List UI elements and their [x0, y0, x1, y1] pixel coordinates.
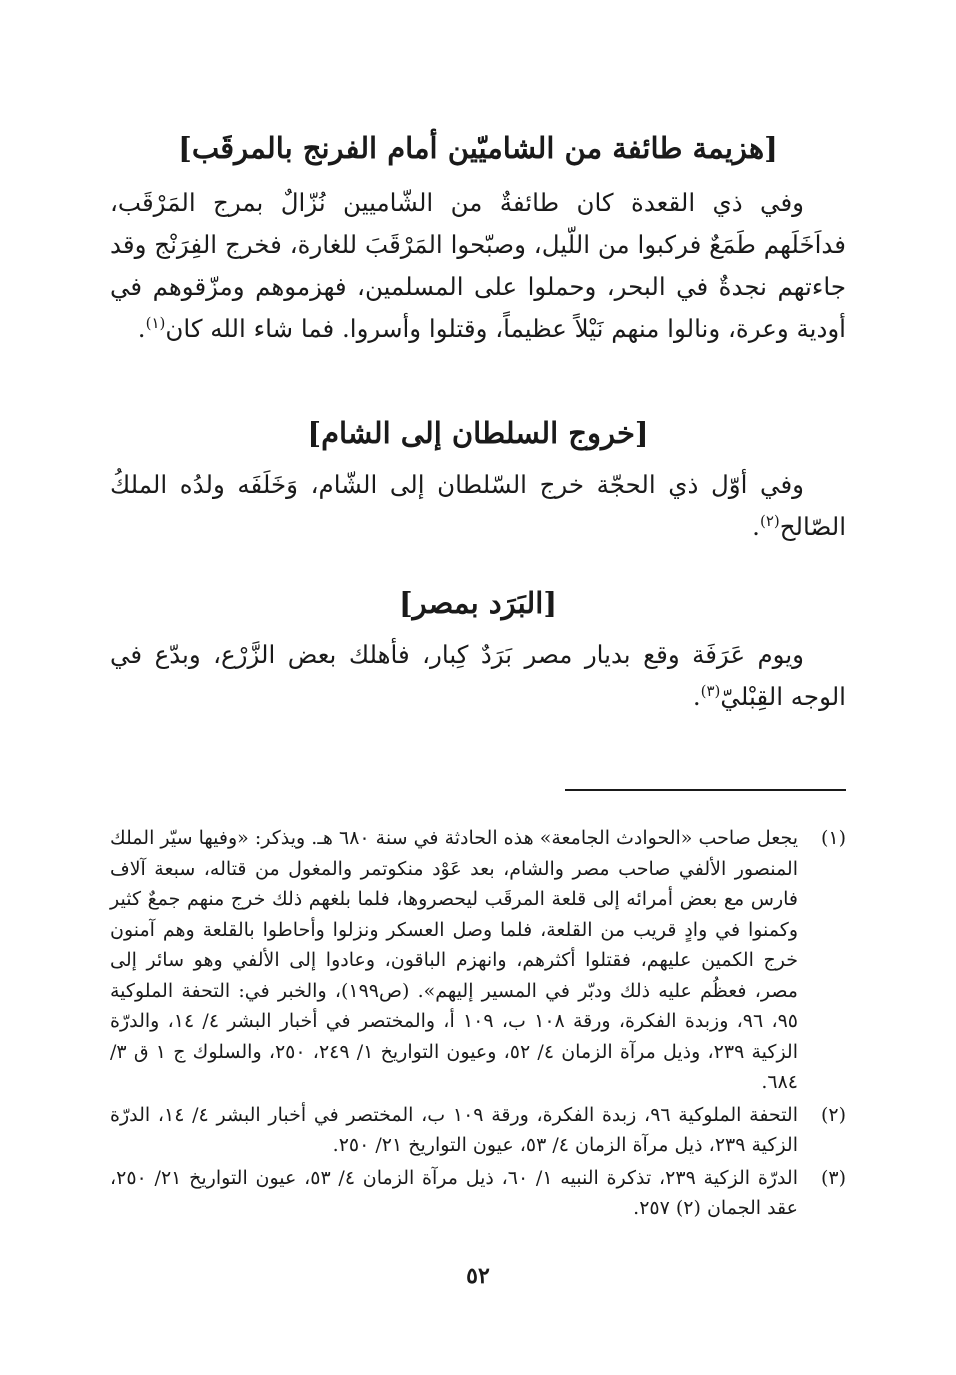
section-end: . — [137, 314, 146, 343]
footnotes-list — [110, 823, 846, 1226]
section-heading-sultan-departure: [خروج السلطان إلى الشام] — [307, 416, 649, 450]
footnote-divider — [565, 789, 846, 791]
footnote-item — [110, 1163, 846, 1224]
footnote-number: (٢) — [820, 1103, 846, 1126]
footnote-text: يجعل صاحب «الحوادث الجامعة» هذه الحادثة في سنة ٦٨٠ هـ. ويذكر: «وفيها سيّر الملك المنصور الألفي صاحب مصر والشام، بعد عَوْد منكوتمر والمغول من قتاله، سبعة آلاف فارس مع بعض أمرائه إلى قلعة المرقَب ليحصروها، فلما بلغهم ذلك خرج منهم جمعٌ كثير وكمنوا في وادٍ قريب من القلعة، فلما وصل العسكر ونزلوا وأحاطوا بالقلعة وهم آمنون خرج الكمين عليهم، فقتلوا أكثرهم، وانهزم الباقون، وعادوا إلى الألفي وهو سائر إلى مصر، فعظُم عليه ذلك ودبّر في المسير إليهم». (ص١٩٩)، والخبر في: التحفة الملوكية ٩٥، ٩٦، وزبدة الفكرة، ورقة ١٠٨ ب، ١٠٩ أ، والمختصر في أخبار البشر ٤/ ١٤، والدرّة الزكية ٢٣٩، وذيل مرآة الزمان ٤/ ٥٢، وعيون التواريخ ١/ ٢٤٩، ٢٥٠، والسلوك ج ١ ق ٣/ ٦٨٤. — [110, 827, 799, 1093]
footnote-item — [110, 1100, 846, 1161]
section-end: . — [692, 682, 701, 711]
footnote-number: (٣) — [820, 1166, 846, 1189]
section-body-hail-in-egypt — [110, 634, 846, 718]
section-text: ويوم عَرَفَة وقع بديار مصر بَرَدٌ كِبار، فأهلك بعض الزَّرْع، وبدّع في الوجه القِبْليّ — [110, 640, 846, 711]
section-body-defeat-at-marqab — [110, 182, 846, 350]
section-heading-hail-in-egypt: [البَرَد بمصر] — [398, 586, 558, 620]
section-text: وفي أوّل ذي الحجّة خرج السّلطان إلى الشّام، وَخَلَفَه ولدُه الملكُ الصّالح — [110, 470, 846, 541]
footnote-ref: (٢) — [759, 511, 780, 530]
section-text: وفي ذي القعدة كان طائفةٌ من الشّاميين نُزّالٌ بمرج المَرْقَب، فداَخَلَهم طَمَعٌ فركبوا من اللّيل، وصبّحوا المَرْقَبَ للغارة، فخرج الفِرَنْج وقد جاءتهم نجدةٌ في البحر، وحملوا على المسلمين، فهزموهم ومزّقوهم في أودية وعرة، ونالوا منهم نَيْلاً عظيماً، وقتلوا وأسروا. فما شاء الله كان — [110, 188, 846, 343]
footnote-text: التحفة الملوكية ٩٦، زبدة الفكرة، ورقة ١٠٩ ب، المختصر في أخبار البشر ٤/ ١٤، الدرّة الزكية ٢٣٩، ذيل مرآة الزمان ٤/ ٥٣، عيون التواريخ ٢١/ ٢٥٠. — [110, 1103, 798, 1156]
footnote-ref: (٣) — [700, 681, 721, 700]
section-heading-defeat-at-marqab: [هزيمة طائفة من الشاميّين أمام الفرنج بالمرقَب] — [178, 131, 778, 165]
footnote-number: (١) — [820, 827, 846, 849]
page-number: ٥٢ — [466, 1263, 490, 1289]
footnote-ref: (١) — [145, 313, 166, 332]
section-end: . — [752, 512, 760, 541]
footnote-item — [110, 823, 846, 1098]
section-body-sultan-departure — [110, 464, 846, 548]
footnote-text: الدرّة الزكية ٢٣٩، تذكرة النبيه ١/ ٦٠، ذيل مرآة الزمان ٤/ ٥٣، عيون التواريخ ٢١/ ٢٥٠، عقد الجمان (٢) ٢٥٧. — [110, 1166, 799, 1219]
